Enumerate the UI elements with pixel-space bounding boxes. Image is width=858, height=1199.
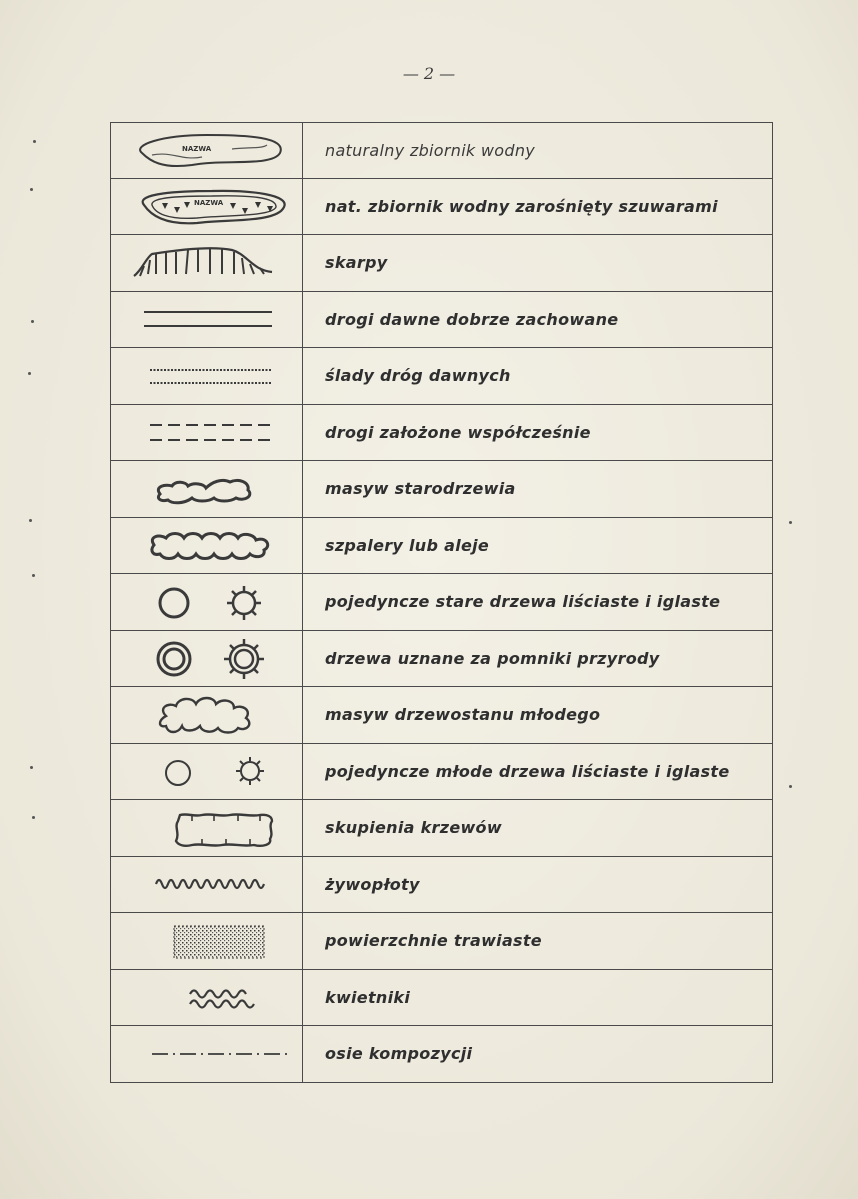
legend-row — [110, 292, 773, 349]
legend-row — [110, 744, 773, 801]
scan-speck — [32, 816, 35, 819]
single-young-trees-icon — [122, 747, 292, 795]
legend-label: żywopłoty — [325, 874, 420, 894]
legend-row — [110, 518, 773, 575]
overgrown-reservoir-icon — [122, 183, 292, 229]
symbol-cell — [111, 970, 303, 1026]
scan-speck — [31, 320, 34, 323]
double-line-icon — [122, 299, 292, 339]
escarpment-icon — [122, 240, 292, 286]
dotted-double-line-icon — [122, 356, 292, 396]
symbol-cell — [111, 123, 303, 178]
legend-label: naturalny zbiornik wodny — [325, 140, 536, 160]
symbol-name-label: NAZWA — [181, 145, 211, 154]
conifer-tree-icon — [227, 586, 261, 620]
legend-label: skupienia krzewów — [325, 818, 502, 838]
young-stand-mass-icon — [122, 690, 292, 740]
legend-row — [110, 235, 773, 292]
legend-row — [110, 631, 773, 688]
symbol-cell — [111, 800, 303, 856]
legend-row — [110, 1026, 773, 1083]
legend-label: nat. zbiornik wodny zarośnięty szuwarami — [325, 196, 718, 216]
symbol-cell — [111, 687, 303, 743]
flowerbed-icon — [122, 974, 292, 1020]
page-number: — 2 — — [402, 64, 456, 83]
symbol-cell — [111, 1026, 303, 1082]
legend-label: drogi założone współcześnie — [325, 422, 591, 442]
legend-row — [110, 687, 773, 744]
legend-row — [110, 574, 773, 631]
symbol-cell — [111, 348, 303, 404]
dashed-double-line-icon — [122, 412, 292, 452]
old-tree-mass-icon — [122, 466, 292, 512]
conifer-tree-icon — [236, 757, 264, 785]
deciduous-tree-icon — [166, 761, 190, 785]
symbol-cell — [111, 405, 303, 461]
tree-rows-icon — [122, 522, 292, 568]
symbol-cell — [111, 631, 303, 687]
scan-speck — [32, 574, 35, 577]
scan-speck — [29, 519, 32, 522]
monument-trees-icon — [122, 633, 292, 683]
legend-row — [110, 122, 773, 179]
legend-label: masyw starodrzewia — [325, 479, 516, 499]
single-old-trees-icon — [122, 578, 292, 626]
legend-row — [110, 800, 773, 857]
legend-row — [110, 179, 773, 236]
symbol-cell — [111, 913, 303, 969]
water-reservoir-icon — [122, 127, 292, 173]
symbol-cell — [111, 744, 303, 800]
composition-axis-icon — [122, 1034, 292, 1074]
hedge-icon — [122, 864, 292, 904]
legend-row — [110, 857, 773, 914]
legend-row — [110, 405, 773, 462]
legend-row — [110, 461, 773, 518]
scan-speck — [30, 766, 33, 769]
symbol-cell — [111, 179, 303, 235]
legend-label: skarpy — [325, 253, 388, 273]
deciduous-tree-icon — [160, 589, 188, 617]
legend-label: powierzchnie trawiaste — [325, 931, 542, 951]
symbol-name-label: NAZWA — [193, 199, 223, 208]
legend-label: pojedyncze stare drzewa liściaste i iglaste — [325, 592, 721, 612]
legend-label: szpalery lub aleje — [325, 535, 490, 555]
legend-label: drogi dawne dobrze zachowane — [325, 309, 619, 329]
legend-label: pojedyncze młode drzewa liściaste i iglaste — [325, 761, 730, 781]
legend-label: osie kompozycji — [325, 1044, 473, 1064]
symbol-cell — [111, 235, 303, 291]
symbol-cell — [111, 518, 303, 574]
scan-speck — [30, 188, 33, 191]
legend-label: masyw drzewostanu młodego — [325, 705, 601, 725]
scan-speck — [789, 521, 792, 524]
legend-label: ślady dróg dawnych — [325, 366, 511, 386]
legend-label: kwietniki — [325, 987, 411, 1007]
symbol-cell — [111, 574, 303, 630]
scan-speck — [28, 372, 31, 375]
symbol-cell — [111, 857, 303, 913]
legend-row — [110, 970, 773, 1027]
scan-speck — [789, 785, 792, 788]
symbol-cell — [111, 461, 303, 517]
legend-table — [110, 122, 773, 1083]
legend-row — [110, 348, 773, 405]
legend-row — [110, 913, 773, 970]
scan-speck — [33, 140, 36, 143]
grass-surface-icon — [122, 918, 292, 964]
shrub-cluster-icon — [122, 803, 292, 853]
legend-label: drzewa uznane za pomniki przyrody — [325, 648, 660, 668]
symbol-cell — [111, 292, 303, 348]
